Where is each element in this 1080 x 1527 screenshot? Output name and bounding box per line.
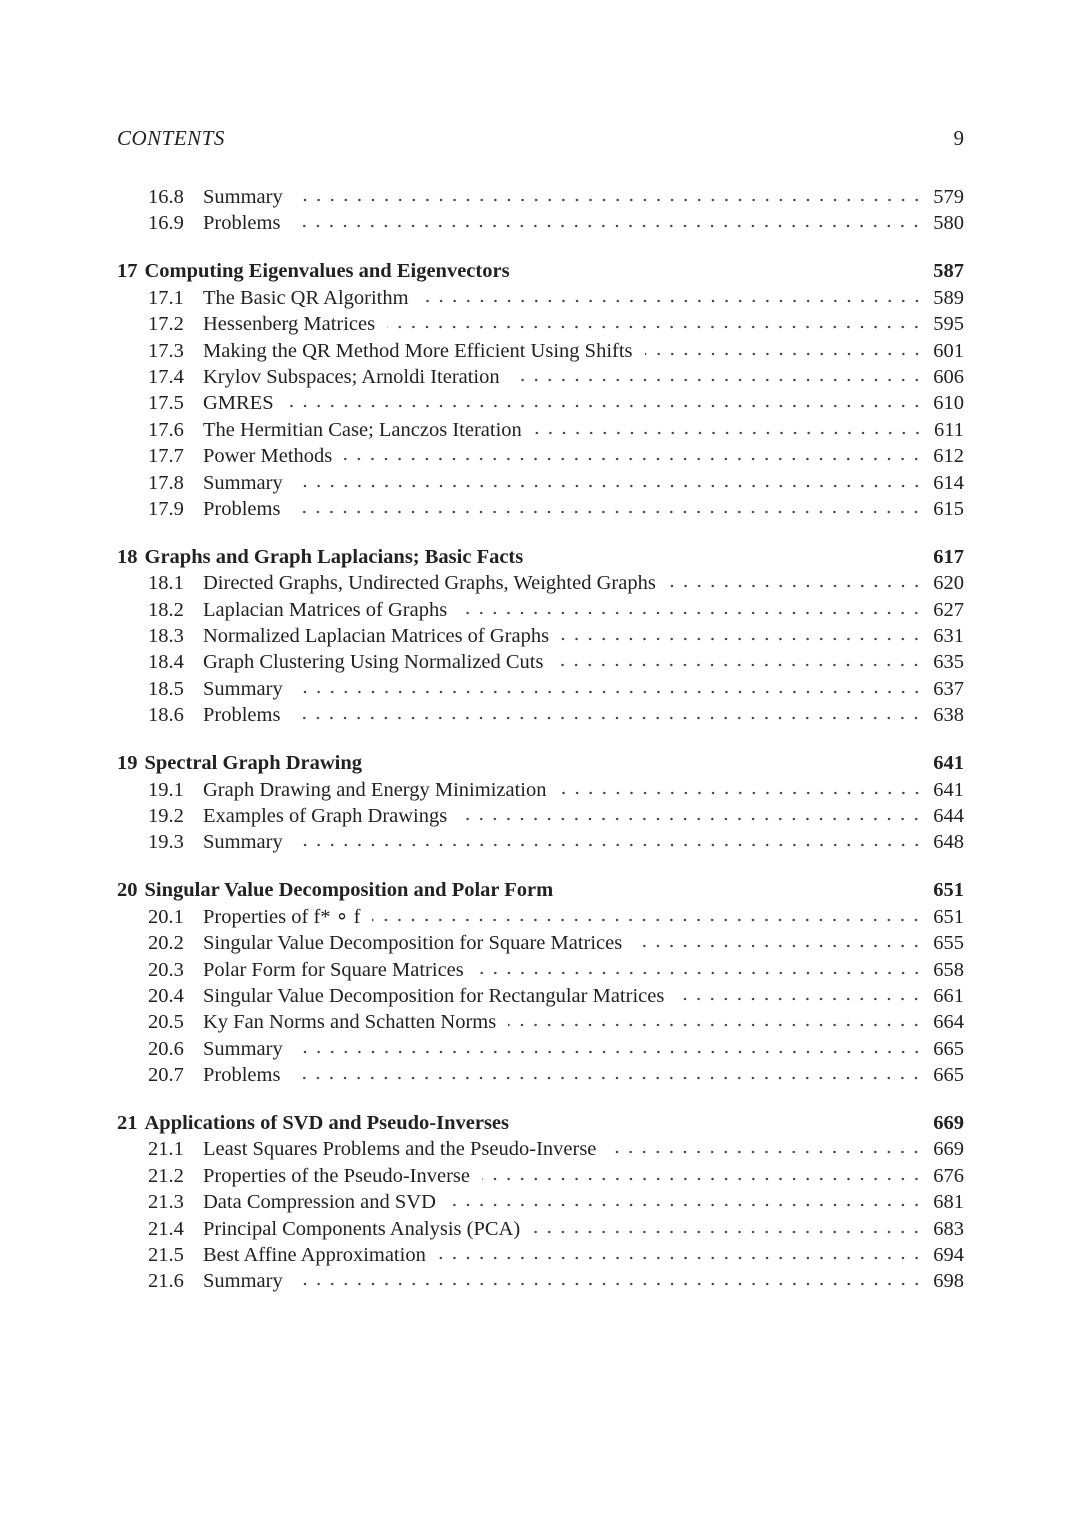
section-title: Properties of the Pseudo-Inverse — [203, 1164, 471, 1187]
section-title: Graph Drawing and Energy Minimization — [203, 778, 547, 801]
toc-section-entry[interactable] — [117, 1242, 964, 1268]
toc-section-entry[interactable] — [117, 1189, 964, 1215]
toc-section-entry[interactable] — [117, 676, 964, 702]
section-page: 620 — [933, 572, 964, 595]
section-number: 20.5 — [148, 1011, 184, 1034]
section-number: 17.3 — [148, 339, 184, 362]
section-number: 21.5 — [148, 1244, 184, 1267]
section-number: 17.1 — [148, 286, 184, 309]
toc-section-entry[interactable] — [117, 390, 964, 416]
section-number: 20.7 — [148, 1064, 184, 1087]
section-page: 579 — [933, 186, 964, 208]
section-title: Principal Components Analysis (PCA) — [203, 1217, 521, 1240]
section-number: 18.5 — [148, 677, 184, 700]
section-page: 637 — [933, 677, 964, 700]
section-title: The Hermitian Case; Lanczos Iteration — [203, 418, 522, 441]
section-title: Least Squares Problems and the Pseudo-Inverse — [203, 1138, 597, 1161]
section-number: 20.2 — [148, 932, 184, 955]
dot-leader — [295, 842, 924, 848]
section-title: Normalized Laplacian Matrices of Graphs — [203, 625, 550, 648]
toc-section-entry[interactable] — [117, 829, 964, 855]
section-title: Properties of f* ∘ f — [203, 905, 361, 928]
section-title: Making the QR Method More Efficient Using Shifts — [203, 339, 633, 362]
toc-section-entry[interactable] — [117, 1268, 964, 1294]
toc-section-entry[interactable] — [117, 1036, 964, 1062]
chapter-number: 17 — [117, 260, 138, 283]
section-page: 589 — [933, 286, 964, 309]
toc-section-entry[interactable] — [117, 443, 964, 469]
toc-section-entry[interactable] — [117, 417, 964, 443]
section-title: Singular Value Decomposition for Rectangular Matrices — [203, 984, 665, 1007]
section-title: Problems — [203, 1064, 281, 1087]
section-number: 19.1 — [148, 778, 184, 801]
dot-leader — [387, 324, 923, 330]
dot-leader — [608, 1149, 923, 1155]
chapter-title: Applications of SVD and Pseudo-Inverses — [144, 1112, 509, 1135]
dot-leader — [421, 298, 924, 304]
dot-leader — [295, 197, 924, 203]
section-page: 669 — [933, 1138, 964, 1161]
dot-leader — [476, 970, 924, 976]
section-title: Problems — [203, 212, 281, 235]
toc-section-entry[interactable] — [117, 285, 964, 311]
section-page: 665 — [933, 1064, 964, 1087]
section-title: Data Compression and SVD — [203, 1191, 436, 1214]
dot-leader — [459, 610, 923, 616]
section-title: Summary — [203, 471, 283, 494]
toc-section-entry[interactable] — [117, 597, 964, 623]
dot-leader — [292, 223, 923, 229]
section-page: 658 — [933, 958, 964, 981]
chapter-number: 20 — [117, 879, 138, 902]
section-page: 681 — [933, 1191, 964, 1214]
toc-section-entry[interactable] — [117, 364, 964, 390]
section-number: 18.6 — [148, 704, 184, 727]
chapter-page: 587 — [933, 260, 964, 283]
toc-section-entry[interactable] — [117, 1062, 964, 1088]
section-title: Summary — [203, 677, 283, 700]
section-page: 612 — [933, 445, 964, 468]
section-page: 676 — [933, 1164, 964, 1187]
section-number: 20.4 — [148, 984, 184, 1007]
section-page: 665 — [933, 1037, 964, 1060]
dot-leader — [534, 430, 924, 436]
section-number: 20.3 — [148, 958, 184, 981]
toc-section-entry[interactable] — [117, 1163, 964, 1189]
section-page: 644 — [933, 804, 964, 827]
chapter-number: 21 — [117, 1112, 138, 1135]
toc-section-entry[interactable] — [117, 904, 964, 930]
section-number: 21.4 — [148, 1217, 184, 1240]
dot-leader — [512, 377, 924, 383]
toc-section-entry[interactable] — [117, 338, 964, 364]
section-page: 601 — [933, 339, 964, 362]
section-number: 17.7 — [148, 445, 184, 468]
toc-chapter-entry[interactable] — [117, 258, 964, 284]
section-title: Best Affine Approximation — [203, 1244, 426, 1267]
running-header — [117, 126, 964, 151]
section-number: 19.3 — [148, 831, 184, 854]
section-title: Laplacian Matrices of Graphs — [203, 598, 448, 621]
section-title: Summary — [203, 831, 283, 854]
dot-leader — [372, 917, 923, 923]
dot-leader — [508, 1022, 923, 1028]
section-number: 19.2 — [148, 804, 184, 827]
dot-leader — [459, 816, 923, 822]
section-title: Graph Clustering Using Normalized Cuts — [203, 651, 544, 674]
toc-section-entry[interactable] — [117, 957, 964, 983]
dot-leader — [286, 403, 924, 409]
section-title: Ky Fan Norms and Schatten Norms — [203, 1011, 497, 1034]
toc-section-entry[interactable] — [117, 777, 964, 803]
chapter-title: Graphs and Graph Laplacians; Basic Facts — [144, 545, 524, 568]
toc-section-entry[interactable] — [117, 983, 964, 1009]
section-number: 18.3 — [148, 625, 184, 648]
section-number: 17.6 — [148, 418, 184, 441]
chapter-number: 18 — [117, 545, 138, 568]
toc-section-entry[interactable] — [117, 623, 964, 649]
section-page: 580 — [933, 212, 964, 235]
toc-chapter-entry[interactable] — [117, 544, 964, 570]
section-page: 683 — [933, 1217, 964, 1240]
section-title: GMRES — [203, 392, 274, 415]
section-title: Power Methods — [203, 445, 333, 468]
section-page: 631 — [933, 625, 964, 648]
toc-section-entry[interactable] — [117, 496, 964, 522]
dot-leader — [561, 636, 923, 642]
section-page: 661 — [933, 984, 964, 1007]
section-number: 21.3 — [148, 1191, 184, 1214]
section-page: 651 — [933, 905, 964, 928]
chapter-title: Singular Value Decomposition and Polar Form — [144, 879, 554, 902]
section-number: 17.5 — [148, 392, 184, 415]
section-title: Polar Form for Square Matrices — [203, 958, 464, 981]
section-number: 17.2 — [148, 313, 184, 336]
toc-section-entry[interactable] — [117, 1009, 964, 1035]
section-page: 610 — [933, 392, 964, 415]
section-page: 606 — [933, 365, 964, 388]
chapter-page: 669 — [933, 1112, 964, 1135]
table-of-contents — [117, 184, 964, 1295]
section-number: 17.4 — [148, 365, 184, 388]
section-page: 698 — [933, 1270, 964, 1293]
section-page: 595 — [933, 313, 964, 336]
section-number: 21.2 — [148, 1164, 184, 1187]
section-number: 17.8 — [148, 471, 184, 494]
dot-leader — [634, 943, 923, 949]
toc-section-entry[interactable] — [117, 702, 964, 728]
dot-leader — [645, 351, 924, 357]
section-page: 694 — [933, 1244, 964, 1267]
dot-leader — [482, 1176, 923, 1182]
section-title: Summary — [203, 1037, 283, 1060]
section-page: 664 — [933, 1011, 964, 1034]
section-number: 21.6 — [148, 1270, 184, 1293]
section-number: 18.1 — [148, 572, 184, 595]
section-number: 18.4 — [148, 651, 184, 674]
section-page: 627 — [933, 598, 964, 621]
toc-section-entry[interactable] — [117, 930, 964, 956]
dot-leader — [555, 662, 923, 668]
toc-section-entry[interactable] — [117, 470, 964, 496]
section-title: Problems — [203, 497, 281, 520]
dot-leader — [292, 715, 923, 721]
section-number: 17.9 — [148, 497, 184, 520]
chapter-page: 641 — [933, 752, 964, 775]
dot-leader — [532, 1229, 923, 1235]
dot-leader — [344, 456, 923, 462]
running-header-title: CONTENTS — [117, 126, 225, 150]
dot-leader — [438, 1255, 923, 1261]
toc-section-entry[interactable] — [117, 649, 964, 675]
section-number: 20.6 — [148, 1037, 184, 1060]
section-page: 648 — [933, 831, 964, 854]
toc-section-entry[interactable] — [117, 1216, 964, 1242]
page-number: 9 — [953, 126, 964, 150]
chapter-page: 651 — [933, 879, 964, 902]
toc-chapter-entry[interactable] — [117, 877, 964, 903]
toc-chapter-entry[interactable] — [117, 750, 964, 776]
dot-leader — [668, 583, 923, 589]
section-page: 655 — [933, 932, 964, 955]
section-page: 638 — [933, 704, 964, 727]
section-title: Summary — [203, 186, 283, 208]
section-title: The Basic QR Algorithm — [203, 286, 409, 309]
section-number: 18.2 — [148, 598, 184, 621]
dot-leader — [448, 1202, 923, 1208]
toc-section-entry[interactable] — [117, 803, 964, 829]
dot-leader — [292, 1075, 923, 1081]
dot-leader — [295, 483, 924, 489]
toc-section-entry[interactable] — [117, 570, 964, 596]
dot-leader — [559, 790, 924, 796]
section-page: 615 — [933, 497, 964, 520]
dot-leader — [295, 689, 924, 695]
section-number: 16.8 — [148, 186, 184, 208]
toc-section-entry[interactable] — [117, 311, 964, 337]
section-title: Directed Graphs, Undirected Graphs, Weighted Graphs — [203, 572, 656, 595]
chapter-title: Computing Eigenvalues and Eigenvectors — [144, 260, 510, 283]
chapter-page: 617 — [933, 545, 964, 568]
dot-leader — [676, 996, 923, 1002]
dot-leader — [295, 1281, 924, 1287]
section-page: 614 — [933, 471, 964, 494]
section-title: Singular Value Decomposition for Square Matrices — [203, 932, 623, 955]
chapter-title: Spectral Graph Drawing — [144, 752, 363, 775]
section-title: Krylov Subspaces; Arnoldi Iteration — [203, 365, 500, 388]
toc-section-entry[interactable] — [117, 184, 964, 210]
chapter-number: 19 — [117, 752, 138, 775]
section-title: Summary — [203, 1270, 283, 1293]
dot-leader — [292, 509, 923, 515]
section-page: 611 — [934, 418, 964, 441]
toc-chapter-entry[interactable] — [117, 1110, 964, 1136]
toc-section-entry[interactable] — [117, 1136, 964, 1162]
section-page: 641 — [933, 778, 964, 801]
section-number: 20.1 — [148, 905, 184, 928]
section-number: 21.1 — [148, 1138, 184, 1161]
section-title: Problems — [203, 704, 281, 727]
section-title: Hessenberg Matrices — [203, 313, 376, 336]
section-title: Examples of Graph Drawings — [203, 804, 448, 827]
section-number: 16.9 — [148, 212, 184, 235]
section-page: 635 — [933, 651, 964, 674]
toc-section-entry[interactable] — [117, 210, 964, 236]
dot-leader — [295, 1049, 924, 1055]
